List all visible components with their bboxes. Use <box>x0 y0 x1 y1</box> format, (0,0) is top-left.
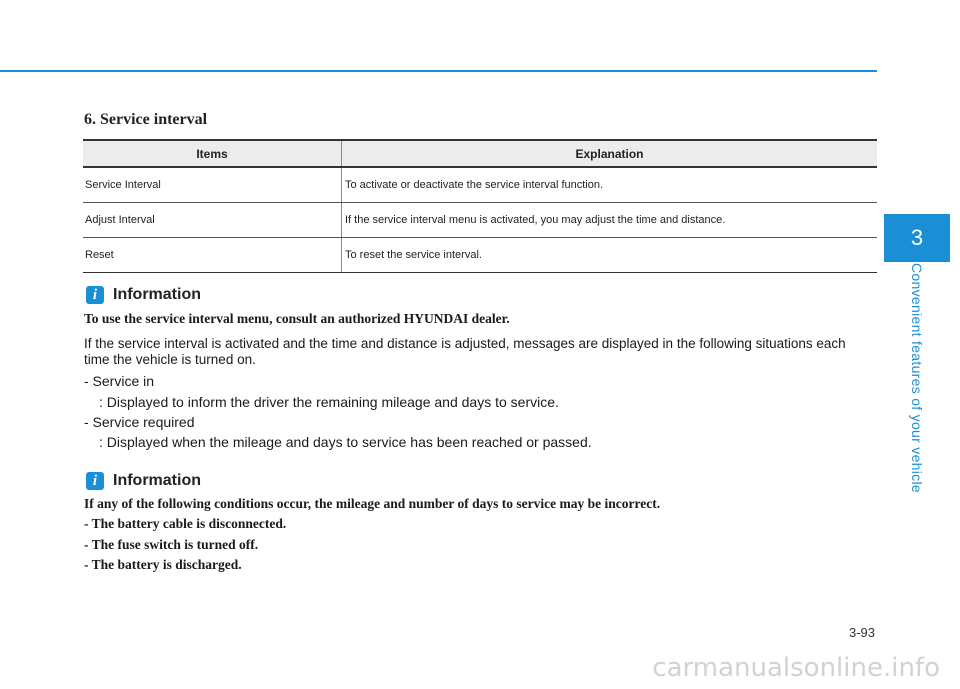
list-item-detail: : Displayed when the mileage and days to service has been reached or passed. <box>99 434 592 450</box>
row-item-cell: Adjust Interval <box>83 203 342 238</box>
info-lead: If any of the following conditions occur, the mileage and number of days to service may be incorrect. <box>84 496 661 511</box>
table-row <box>83 167 877 203</box>
list-item: - The battery is discharged. <box>84 557 242 572</box>
table-header-row <box>83 140 877 167</box>
row-explanation-cell: To activate or deactivate the service interval function. <box>342 167 878 203</box>
list-item: - The fuse switch is turned off. <box>84 537 259 552</box>
table-row <box>83 238 877 273</box>
chapter-number-tab: 3 <box>884 214 950 262</box>
chapter-title: Convenient features of your vehicle <box>909 263 925 493</box>
header-rule <box>0 70 877 72</box>
info-paragraph: If the service interval is activated and the time and distance is adjusted, messages are displayed in the following situations each time the vehicle is turned on. <box>84 336 846 367</box>
section-title: 6. Service interval <box>84 111 208 128</box>
row-item-cell: Service Interval <box>83 167 342 203</box>
list-item-label: - Service in <box>84 373 155 389</box>
row-item-cell: Reset <box>83 238 342 273</box>
service-interval-table <box>83 139 877 273</box>
info-title: Information <box>113 286 201 303</box>
row-explanation-cell: To reset the service interval. <box>342 238 878 273</box>
row-explanation-cell: If the service interval menu is activated, you may adjust the time and distance. <box>342 203 878 238</box>
info-icon: i <box>86 472 104 490</box>
info-heading <box>86 471 201 491</box>
list-item-label: - Service required <box>84 414 195 430</box>
column-header-items: Items <box>83 140 342 167</box>
info-lead: To use the service interval menu, consult an authorized HYUNDAI dealer. <box>84 311 510 326</box>
column-header-explanation: Explanation <box>342 140 878 167</box>
info-title: Information <box>113 472 201 489</box>
table-row <box>83 203 877 238</box>
info-heading <box>86 285 201 305</box>
info-icon: i <box>86 286 104 304</box>
page-number: 3-93 <box>848 625 875 640</box>
watermark: carmanualsonline.info <box>652 653 940 683</box>
list-item: - The battery cable is disconnected. <box>84 516 287 531</box>
list-item-detail: : Displayed to inform the driver the remaining mileage and days to service. <box>99 394 559 410</box>
